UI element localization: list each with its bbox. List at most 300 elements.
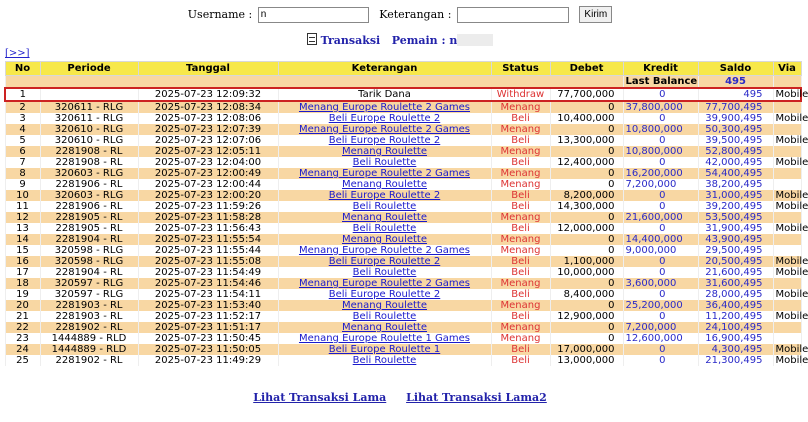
cell-status: Menang: [491, 322, 550, 333]
cell-keterangan: [278, 201, 491, 212]
cell-debet: 77,700,000: [550, 88, 623, 101]
table-row: [5, 278, 801, 289]
cell-via: Mobile: [773, 157, 801, 168]
cell-status: Beli: [491, 267, 550, 278]
cell-no: 17: [5, 267, 40, 278]
cell-kredit: 7,200,000: [623, 179, 698, 190]
cell-no: 20: [5, 300, 40, 311]
cell-keterangan: [278, 355, 491, 366]
redacted-name: [457, 34, 493, 46]
cell-keterangan: [278, 101, 491, 113]
cell-no: 3: [5, 113, 40, 124]
cell-via: Mobile: [773, 113, 801, 124]
cell-kredit: 21,600,000: [623, 212, 698, 223]
cell-periode: 2281902 - RL: [40, 322, 138, 333]
cell-via: [773, 179, 801, 190]
cell-keterangan: [278, 124, 491, 135]
keterangan-link[interactable]: Menang Europe Roulette 2 Games: [298, 102, 471, 113]
table-row: [5, 135, 801, 146]
cell-saldo: 31,600,495: [698, 278, 773, 289]
keterangan-link[interactable]: Menang Roulette: [342, 300, 427, 311]
cell-saldo: 39,500,495: [698, 135, 773, 146]
cell-keterangan: [278, 223, 491, 234]
cell-kredit: 0: [623, 355, 698, 366]
keterangan-link[interactable]: Beli Europe Roulette 1: [328, 344, 441, 355]
username-label: Username :: [187, 7, 253, 21]
cell-status: Beli: [491, 135, 550, 146]
last-balance-value: 495: [698, 76, 773, 89]
table-row: [5, 256, 801, 267]
cell-saldo: 36,400,495: [698, 300, 773, 311]
cell-keterangan: [278, 135, 491, 146]
cell-status: Beli: [491, 113, 550, 124]
cell-tanggal: 2025-07-23 12:07:39: [138, 124, 278, 135]
cell-debet: 0: [550, 212, 623, 223]
cell-status: Menang: [491, 212, 550, 223]
cell-status: Beli: [491, 289, 550, 300]
cell-status: Menang: [491, 168, 550, 179]
cell-periode: 1444889 - RLD: [40, 333, 138, 344]
cell-debet: 0: [550, 278, 623, 289]
table-row: [5, 267, 801, 278]
cell-saldo: 77,700,495: [698, 101, 773, 113]
cell-saldo: 20,500,495: [698, 256, 773, 267]
table-row-highlighted: [5, 88, 801, 101]
keterangan-link[interactable]: Menang Roulette: [342, 322, 427, 333]
cell-keterangan: [278, 322, 491, 333]
cell-saldo: 29,500,495: [698, 245, 773, 256]
cell-periode: 320597 - RLG: [40, 278, 138, 289]
cell-via: Mobile: [773, 190, 801, 201]
cell-via: Mobile: [773, 355, 801, 366]
cell-kredit: 14,400,000: [623, 234, 698, 245]
last-balance-label: Last Balance: [623, 76, 698, 89]
cell-debet: 0: [550, 179, 623, 190]
table-row: [5, 201, 801, 212]
cell-periode: 2281906 - RL: [40, 179, 138, 190]
column-header: Via: [773, 62, 801, 76]
table-row: [5, 289, 801, 300]
cell-tanggal: 2025-07-23 12:04:00: [138, 157, 278, 168]
cell-status: Beli: [491, 311, 550, 322]
cell-tanggal: 2025-07-23 12:08:34: [138, 101, 278, 113]
cell-tanggal: 2025-07-23 12:00:20: [138, 190, 278, 201]
cell-debet: 13,300,000: [550, 135, 623, 146]
table-row: [5, 300, 801, 311]
cell-tanggal: 2025-07-23 11:51:17: [138, 322, 278, 333]
column-header: Tanggal: [138, 62, 278, 76]
cell-tanggal: 2025-07-23 11:52:17: [138, 311, 278, 322]
cell-kredit: 25,200,000: [623, 300, 698, 311]
cell-periode: 2281905 - RL: [40, 223, 138, 234]
table-row: [5, 190, 801, 201]
cell-kredit: 0: [623, 113, 698, 124]
cell-status: Beli: [491, 256, 550, 267]
cell-via: Mobile: [773, 201, 801, 212]
cell-kredit: 0: [623, 201, 698, 212]
table-row: [5, 212, 801, 223]
cell-no: 8: [5, 168, 40, 179]
column-header: Debet: [550, 62, 623, 76]
keterangan-link[interactable]: Beli Roulette: [352, 157, 417, 168]
table-row: [5, 168, 801, 179]
cell-tanggal: 2025-07-23 11:55:54: [138, 234, 278, 245]
cell-periode: 320603 - RLG: [40, 168, 138, 179]
cell-no: 16: [5, 256, 40, 267]
cell-periode: [40, 88, 138, 101]
cell-via: [773, 124, 801, 135]
cell-periode: 2281902 - RL: [40, 355, 138, 366]
title-text: Transaksi: [320, 34, 381, 47]
cell-debet: 12,400,000: [550, 157, 623, 168]
keterangan-link[interactable]: Beli Europe Roulette 2: [328, 135, 441, 146]
cell-tanggal: 2025-07-23 12:00:44: [138, 179, 278, 190]
cell-no: 24: [5, 344, 40, 355]
cell-status: Beli: [491, 344, 550, 355]
cell-status: Menang: [491, 300, 550, 311]
cell-saldo: 38,200,495: [698, 179, 773, 190]
cell-status: Menang: [491, 333, 550, 344]
cell-debet: 17,000,000: [550, 344, 623, 355]
cell-tanggal: 2025-07-23 12:07:06: [138, 135, 278, 146]
table-row: [5, 113, 801, 124]
table-row: [5, 179, 801, 190]
cell-periode: 320610 - RLG: [40, 124, 138, 135]
cell-periode: 320598 - RLG: [40, 256, 138, 267]
cell-debet: 0: [550, 333, 623, 344]
cell-debet: 0: [550, 322, 623, 333]
transaction-table: [4, 61, 808, 366]
table-row: [5, 124, 801, 135]
column-header: Status: [491, 62, 550, 76]
cell-debet: 0: [550, 245, 623, 256]
cell-debet: 10,400,000: [550, 113, 623, 124]
cell-no: 4: [5, 124, 40, 135]
keterangan-link[interactable]: Menang Europe Roulette 2 Games: [298, 278, 471, 289]
username-input[interactable]: [258, 7, 369, 23]
table-row: [5, 333, 801, 344]
cell-tanggal: 2025-07-23 11:49:29: [138, 355, 278, 366]
bottom-links: [0, 391, 800, 404]
cell-kredit: 0: [623, 311, 698, 322]
cell-saldo: 42,000,495: [698, 157, 773, 168]
cell-keterangan: [278, 146, 491, 157]
cell-debet: 12,000,000: [550, 223, 623, 234]
table-row: [5, 223, 801, 234]
cell-keterangan: [278, 179, 491, 190]
lihat-transaksi-lama-link[interactable]: Lihat Transaksi Lama: [253, 391, 387, 404]
cell-kredit: 0: [623, 88, 698, 101]
cell-via: Mobile: [773, 223, 801, 234]
cell-periode: 320611 - RLG: [40, 113, 138, 124]
cell-no: 15: [5, 245, 40, 256]
table-row: [5, 355, 801, 366]
cell-status: Beli: [491, 201, 550, 212]
keterangan-link[interactable]: Menang Europe Roulette 2 Games: [298, 168, 471, 179]
cell-debet: 12,900,000: [550, 311, 623, 322]
cell-debet: 0: [550, 101, 623, 113]
cell-saldo: 24,100,495: [698, 322, 773, 333]
keterangan-link[interactable]: Beli Europe Roulette 2: [328, 190, 441, 201]
kirim-button[interactable]: Kirim: [579, 6, 612, 23]
cell-via: [773, 300, 801, 311]
keterangan-link[interactable]: Menang Europe Roulette 2 Games: [298, 124, 471, 135]
cell-via: Mobile: [773, 311, 801, 322]
cell-status: Menang: [491, 179, 550, 190]
last-balance-row: [5, 76, 801, 89]
cell-kredit: 0: [623, 157, 698, 168]
cell-debet: 14,300,000: [550, 201, 623, 212]
cell-saldo: 43,900,495: [698, 234, 773, 245]
cell-saldo: 39,200,495: [698, 201, 773, 212]
cell-tanggal: 2025-07-23 11:55:08: [138, 256, 278, 267]
cell-periode: 2281908 - RL: [40, 146, 138, 157]
cell-no: 7: [5, 157, 40, 168]
table-row: [5, 344, 801, 355]
cell-kredit: 0: [623, 135, 698, 146]
cell-via: [773, 322, 801, 333]
cell-debet: 8,400,000: [550, 289, 623, 300]
table-row: [5, 322, 801, 333]
cell-via: Mobile: [773, 267, 801, 278]
keterangan-link[interactable]: Menang Europe Roulette 1 Games: [298, 333, 471, 344]
cell-no: 22: [5, 322, 40, 333]
cell-via: [773, 146, 801, 157]
keterangan-link[interactable]: Beli Roulette: [352, 223, 417, 234]
keterangan-link[interactable]: Beli Europe Roulette 2: [328, 256, 441, 267]
keterangan-link[interactable]: Beli Europe Roulette 2: [328, 289, 441, 300]
cell-status: Menang: [491, 234, 550, 245]
lihat-transaksi-lama2-link[interactable]: Lihat Transaksi Lama2: [406, 391, 547, 404]
cell-periode: 320603 - RLG: [40, 190, 138, 201]
cell-no: 18: [5, 278, 40, 289]
cell-periode: 2281903 - RL: [40, 311, 138, 322]
cell-keterangan: Tarik Dana: [278, 88, 491, 101]
cell-saldo: 39,900,495: [698, 113, 773, 124]
cell-via: [773, 101, 801, 113]
cell-tanggal: 2025-07-23 11:56:43: [138, 223, 278, 234]
cell-tanggal: 2025-07-23 11:53:40: [138, 300, 278, 311]
keterangan-link[interactable]: Menang Roulette: [342, 212, 427, 223]
document-icon: [307, 33, 317, 45]
keterangan-link[interactable]: Beli Roulette: [352, 267, 417, 278]
cell-no: 1: [5, 88, 40, 101]
keterangan-input[interactable]: [457, 7, 569, 23]
cell-tanggal: 2025-07-23 11:58:28: [138, 212, 278, 223]
keterangan-link[interactable]: Beli Roulette: [352, 311, 417, 322]
cell-periode: 320611 - RLG: [40, 101, 138, 113]
table-row: [5, 157, 801, 168]
cell-status: Menang: [491, 278, 550, 289]
cell-keterangan: [278, 289, 491, 300]
cell-no: 23: [5, 333, 40, 344]
cell-keterangan: [278, 234, 491, 245]
cell-via: Mobile: [773, 256, 801, 267]
cell-status: Withdraw: [491, 88, 550, 101]
cell-no: 25: [5, 355, 40, 366]
cell-saldo: 21,600,495: [698, 267, 773, 278]
cell-kredit: 0: [623, 344, 698, 355]
cell-via: [773, 234, 801, 245]
cell-kredit: 12,600,000: [623, 333, 698, 344]
cell-debet: 10,000,000: [550, 267, 623, 278]
cell-status: Beli: [491, 223, 550, 234]
page-title: [0, 33, 800, 47]
cell-saldo: 11,200,495: [698, 311, 773, 322]
cell-no: 10: [5, 190, 40, 201]
cell-tanggal: 2025-07-23 11:54:46: [138, 278, 278, 289]
cell-saldo: 28,000,495: [698, 289, 773, 300]
table-row: [5, 311, 801, 322]
cell-keterangan: [278, 190, 491, 201]
cell-no: 9: [5, 179, 40, 190]
cell-via: [773, 212, 801, 223]
cell-kredit: 10,800,000: [623, 146, 698, 157]
cell-via: [773, 245, 801, 256]
cell-debet: 13,000,000: [550, 355, 623, 366]
cell-tanggal: 2025-07-23 12:00:49: [138, 168, 278, 179]
cell-saldo: 495: [698, 88, 773, 101]
cell-status: Menang: [491, 146, 550, 157]
cell-via: [773, 278, 801, 289]
cell-no: 14: [5, 234, 40, 245]
cell-debet: 0: [550, 124, 623, 135]
cell-status: Menang: [491, 101, 550, 113]
cell-kredit: 7,200,000: [623, 322, 698, 333]
cell-kredit: 0: [623, 223, 698, 234]
cell-via: Mobile: [773, 88, 801, 101]
column-header: Saldo: [698, 62, 773, 76]
cell-tanggal: 2025-07-23 11:50:05: [138, 344, 278, 355]
table-header: [5, 62, 801, 76]
cell-no: 5: [5, 135, 40, 146]
keterangan-link[interactable]: Beli Roulette: [352, 201, 417, 212]
cell-kredit: 9,000,000: [623, 245, 698, 256]
cell-no: 12: [5, 212, 40, 223]
cell-keterangan: [278, 311, 491, 322]
cell-periode: 320597 - RLG: [40, 289, 138, 300]
cell-debet: 1,100,000: [550, 256, 623, 267]
player-label: Pemain : n: [391, 34, 458, 47]
cell-kredit: 3,600,000: [623, 278, 698, 289]
cell-saldo: 16,900,495: [698, 333, 773, 344]
cell-tanggal: 2025-07-23 11:54:49: [138, 267, 278, 278]
cell-keterangan: [278, 267, 491, 278]
cell-keterangan: [278, 344, 491, 355]
cell-no: 13: [5, 223, 40, 234]
cell-debet: 0: [550, 168, 623, 179]
cell-via: Mobile: [773, 135, 801, 146]
cell-kredit: 0: [623, 267, 698, 278]
cell-no: 19: [5, 289, 40, 300]
table-row: [5, 101, 801, 113]
keterangan-label: Keterangan :: [379, 7, 452, 21]
cell-saldo: 21,300,495: [698, 355, 773, 366]
cell-debet: 0: [550, 146, 623, 157]
cell-debet: 0: [550, 234, 623, 245]
cell-status: Beli: [491, 157, 550, 168]
keterangan-link[interactable]: Menang Roulette: [342, 146, 427, 157]
table-row: [5, 234, 801, 245]
cell-periode: 320610 - RLG: [40, 135, 138, 146]
cell-via: [773, 333, 801, 344]
cell-tanggal: 2025-07-23 12:08:06: [138, 113, 278, 124]
table-row: [5, 146, 801, 157]
cell-status: Beli: [491, 190, 550, 201]
cell-periode: 2281903 - RL: [40, 300, 138, 311]
cell-saldo: 50,300,495: [698, 124, 773, 135]
column-header: Periode: [40, 62, 138, 76]
cell-keterangan: [278, 168, 491, 179]
keterangan-link[interactable]: Menang Europe Roulette 2 Games: [298, 245, 471, 256]
cell-periode: 2281905 - RL: [40, 212, 138, 223]
keterangan-link[interactable]: Menang Roulette: [342, 179, 427, 190]
cell-status: Beli: [491, 355, 550, 366]
cell-saldo: 53,500,495: [698, 212, 773, 223]
cell-kredit: 16,200,000: [623, 168, 698, 179]
column-header: No: [5, 62, 40, 76]
cell-saldo: 54,400,495: [698, 168, 773, 179]
cell-kredit: 0: [623, 289, 698, 300]
table-row: [5, 245, 801, 256]
cell-keterangan: [278, 256, 491, 267]
cell-via: [773, 168, 801, 179]
cell-saldo: 31,900,495: [698, 223, 773, 234]
cell-kredit: 10,800,000: [623, 124, 698, 135]
cell-no: 6: [5, 146, 40, 157]
cell-via: Mobile: [773, 289, 801, 300]
cell-tanggal: 2025-07-23 11:59:26: [138, 201, 278, 212]
cell-debet: 8,200,000: [550, 190, 623, 201]
cell-tanggal: 2025-07-23 12:05:11: [138, 146, 278, 157]
cell-keterangan: [278, 278, 491, 289]
column-header: Keterangan: [278, 62, 491, 76]
cell-keterangan: [278, 157, 491, 168]
expand-link[interactable]: [>>]: [5, 48, 30, 59]
cell-tanggal: 2025-07-23 11:55:44: [138, 245, 278, 256]
cell-keterangan: [278, 300, 491, 311]
cell-status: Menang: [491, 124, 550, 135]
cell-keterangan: [278, 333, 491, 344]
cell-keterangan: [278, 245, 491, 256]
cell-saldo: 52,800,495: [698, 146, 773, 157]
cell-periode: 2281906 - RL: [40, 201, 138, 212]
column-header: Kredit: [623, 62, 698, 76]
cell-periode: 2281908 - RL: [40, 157, 138, 168]
cell-tanggal: 2025-07-23 11:54:11: [138, 289, 278, 300]
cell-periode: 1444889 - RLD: [40, 344, 138, 355]
cell-kredit: 0: [623, 256, 698, 267]
cell-periode: 320598 - RLG: [40, 245, 138, 256]
cell-keterangan: [278, 212, 491, 223]
cell-keterangan: [278, 113, 491, 124]
cell-via: Mobile: [773, 344, 801, 355]
cell-saldo: 31,000,495: [698, 190, 773, 201]
cell-status: Menang: [491, 245, 550, 256]
keterangan-link[interactable]: Beli Roulette: [352, 355, 417, 366]
cell-debet: 0: [550, 300, 623, 311]
cell-kredit: 0: [623, 190, 698, 201]
cell-periode: 2281904 - RL: [40, 267, 138, 278]
cell-tanggal: 2025-07-23 11:50:45: [138, 333, 278, 344]
cell-periode: 2281904 - RL: [40, 234, 138, 245]
search-form: [0, 0, 800, 27]
cell-no: 2: [5, 101, 40, 113]
cell-no: 11: [5, 201, 40, 212]
keterangan-link[interactable]: Menang Roulette: [342, 234, 427, 245]
cell-no: 21: [5, 311, 40, 322]
keterangan-link[interactable]: Beli Europe Roulette 2: [328, 113, 441, 124]
